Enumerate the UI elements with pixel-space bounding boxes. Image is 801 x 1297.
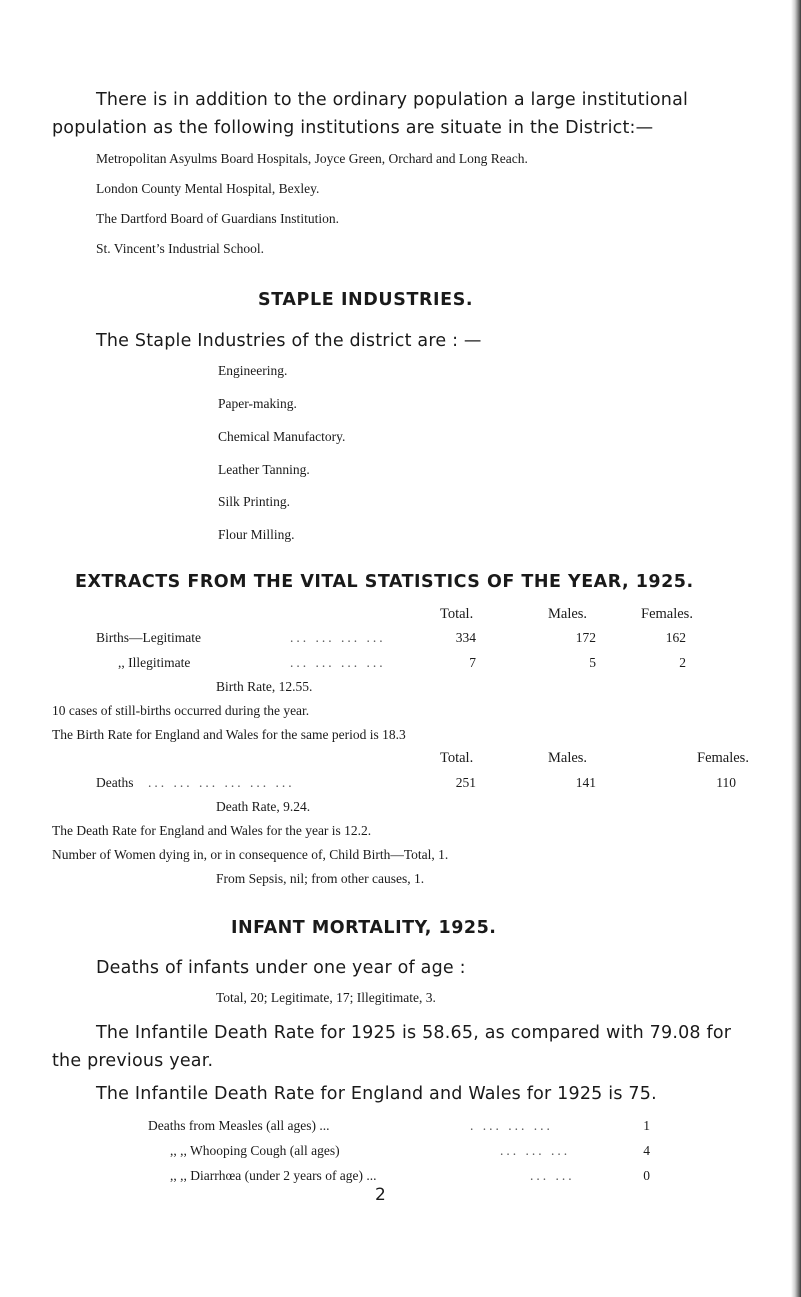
births-females-value: 2: [679, 655, 686, 670]
cause-row-label: Deaths from Measles (all ages) ...: [148, 1118, 330, 1133]
vital-heading: EXTRACTS FROM THE VITAL STATISTICS OF THE YEAR, 1925.: [75, 572, 694, 592]
deaths-females-value: 110: [716, 775, 736, 790]
deaths-males-value: 141: [575, 775, 596, 790]
leader-dots: ... ... ... ... ... ...: [148, 775, 295, 790]
deaths-row-label: Deaths: [96, 775, 134, 790]
staple-intro: The Staple Industries of the district are : —: [96, 331, 482, 351]
births-row-label: Births—Legitimate: [96, 630, 201, 645]
births-males-value: 172: [575, 630, 596, 645]
cause-row-value: 1: [643, 1118, 650, 1133]
industry-item: Silk Printing.: [218, 494, 291, 509]
infant-rate-ew-line: The Infantile Death Rate for England and Wales for 1925 is 75.: [96, 1084, 657, 1104]
leader-dots: . ... ... ...: [470, 1118, 553, 1133]
infant-deaths-line: Deaths of infants under one year of age :: [96, 958, 466, 978]
industry-item: Engineering.: [218, 363, 288, 378]
page-number: 2: [375, 1185, 386, 1205]
leader-dots: ... ... ... ...: [290, 630, 386, 645]
births-females-value: 162: [665, 630, 686, 645]
births-col-females: Females.: [641, 606, 693, 622]
leader-dots: ... ... ...: [500, 1143, 571, 1158]
cause-row-value: 0: [643, 1168, 650, 1183]
infant-heading: INFANT MORTALITY, 1925.: [231, 918, 497, 938]
intro-line-1: There is in addition to the ordinary population a large institutional: [96, 90, 689, 110]
industry-item: Paper-making.: [218, 396, 297, 411]
birth-rate-ew: The Birth Rate for England and Wales for the same period is 18.3: [52, 727, 406, 742]
births-males-value: 5: [589, 655, 596, 670]
deaths-col-males: Males.: [548, 750, 588, 766]
deaths-col-total: Total.: [440, 750, 474, 766]
births-row-label: ,, Illegitimate: [118, 655, 191, 670]
stillbirths-line: 10 cases of still-births occurred during the year.: [52, 703, 310, 718]
deaths-col-females: Females.: [697, 750, 749, 766]
page-edge-shadow: [791, 0, 801, 1297]
industry-item: Leather Tanning.: [218, 462, 310, 477]
cause-row-label: ,, ,, Diarrhœa (under 2 years of age) ...: [170, 1168, 377, 1183]
cause-row-value: 4: [643, 1143, 650, 1158]
death-rate-ew: The Death Rate for England and Wales for the year is 12.2.: [52, 823, 372, 838]
births-total-value: 334: [455, 630, 476, 645]
births-col-total: Total.: [440, 606, 474, 622]
births-col-males: Males.: [548, 606, 588, 622]
industry-item: Flour Milling.: [218, 527, 295, 542]
institution-item: St. Vincent’s Industrial School.: [96, 241, 265, 256]
deaths-total-value: 251: [455, 775, 476, 790]
birth-rate: Birth Rate, 12.55.: [216, 679, 313, 694]
industry-item: Chemical Manufactory.: [218, 429, 346, 444]
infant-totals-line: Total, 20; Legitimate, 17; Illegitimate, 3.: [216, 990, 436, 1005]
staple-heading: STAPLE INDUSTRIES.: [258, 290, 474, 310]
infant-rate-line-2: the previous year.: [52, 1051, 214, 1071]
institution-item: The Dartford Board of Guardians Institution.: [96, 211, 339, 226]
leader-dots: ... ... ... ...: [290, 655, 386, 670]
leader-dots: ... ...: [530, 1168, 575, 1183]
intro-line-2: population as the following institutions are situate in the District:—: [52, 118, 654, 138]
death-rate: Death Rate, 9.24.: [216, 799, 311, 814]
institution-item: Metropolitan Asyulms Board Hospitals, Joyce Green, Orchard and Long Reach.: [96, 151, 528, 166]
births-total-value: 7: [469, 655, 476, 670]
women-childbirth-line: Number of Women dying in, or in consequence of, Child Birth—Total, 1.: [52, 847, 449, 862]
sepsis-line: From Sepsis, nil; from other causes, 1.: [216, 871, 425, 886]
infant-rate-line-1: The Infantile Death Rate for 1925 is 58.65, as compared with 79.08 for: [96, 1023, 732, 1043]
cause-row-label: ,, ,, Whooping Cough (all ages): [170, 1143, 340, 1158]
institution-item: London County Mental Hospital, Bexley.: [96, 181, 320, 196]
